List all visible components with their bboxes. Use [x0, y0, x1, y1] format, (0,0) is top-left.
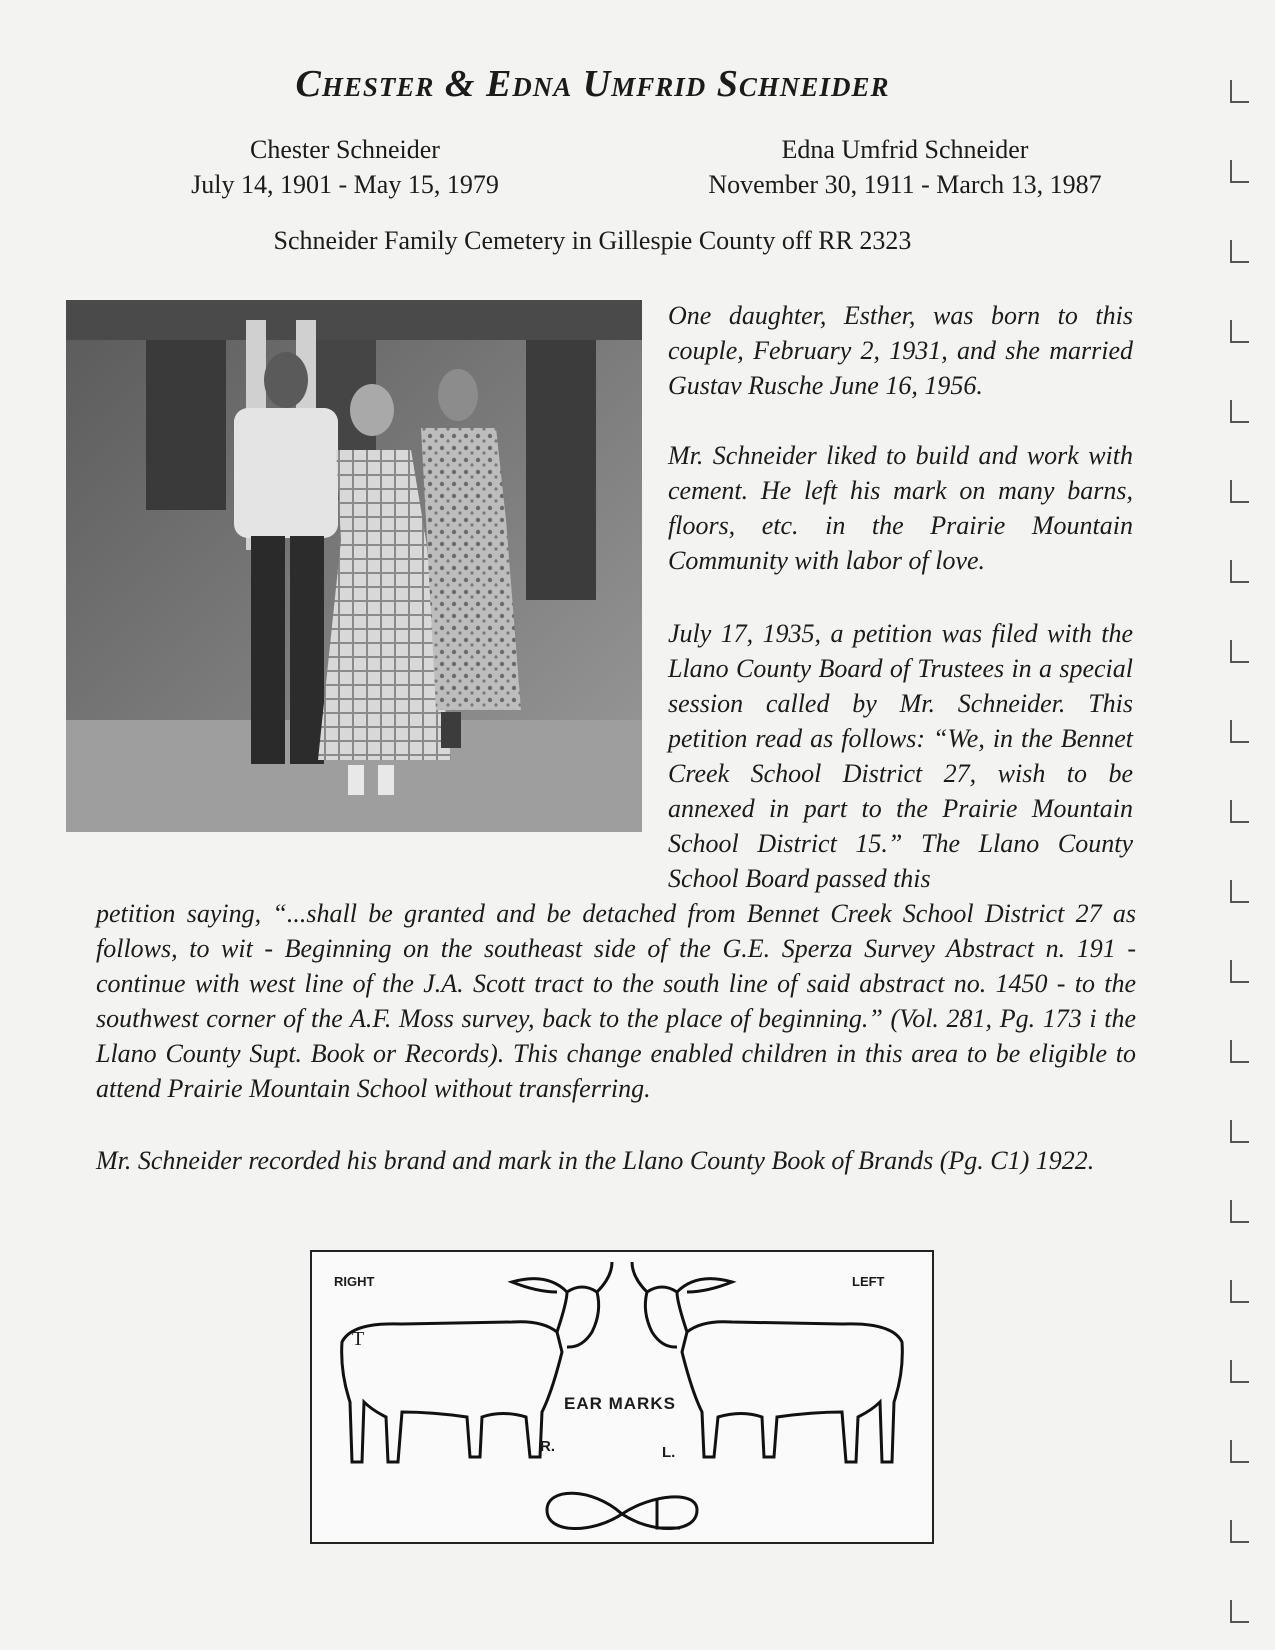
person-edna	[680, 132, 1130, 202]
brand-letter: T	[352, 1328, 365, 1350]
person-chester	[165, 132, 525, 202]
story-petition-intro: July 17, 1935, a petition was filed with the Llano County Board of Trustees in a special session called by Mr. Schneider. This petition read as follows: “We, in the Bennet Creek School District 27, wish to be annexed in part to the Prairie Mountain School District 15.” The Llano County School Board passed this	[668, 619, 1133, 893]
binding-tick	[1231, 1040, 1249, 1062]
person-dates: July 14, 1901 - May 15, 1979	[191, 170, 499, 199]
photo-illustration	[66, 300, 642, 832]
binding-tick	[1231, 960, 1249, 982]
family-photo	[66, 300, 642, 832]
story-brand-record: Mr. Schneider recorded his brand and mark in the Llano County Book of Brands (Pg. C1) 1922.	[96, 1146, 1095, 1175]
binding-tick	[1231, 1280, 1249, 1302]
binding-tick	[1231, 240, 1249, 262]
binding-tick	[1231, 560, 1249, 582]
right-ear-label: R.	[540, 1438, 555, 1455]
binding-tick	[1231, 1520, 1249, 1542]
binding-tick	[1231, 1360, 1249, 1382]
binding-tick	[1231, 320, 1249, 342]
binding-tick	[1231, 720, 1249, 742]
binding-tick	[1231, 1440, 1249, 1462]
binding-tick	[1231, 1120, 1249, 1142]
ear-marks-diagram	[310, 1250, 934, 1544]
story-daughter: One daughter, Esther, was born to this couple, February 2, 1931, and she married Gustav Rusche June 16, 1956.	[668, 301, 1133, 400]
story-petition-text: petition saying, “...shall be granted and be detached from Bennet Creek School District 27 as follows, to wit - Beginning on the southeast side of the G.E. Sperza Survey Abstract n. 191 - continue with west line of the J.A. Scott tract to the south line of said abstract no. 1450 - to the southwest corner of the A.F. Moss survey, back to the place of beginning.” (Vol. 281, Pg. 173 i the Llano County Supt. Book or Records). This change enabled children in this area to be eligible to attend Prairie Mountain School without transferring.	[96, 899, 1136, 1103]
binding-tick	[1231, 480, 1249, 502]
cemetery-location: Schneider Family Cemetery in Gillespie County off RR 2323	[273, 226, 912, 255]
person-dates: November 30, 1911 - March 13, 1987	[708, 170, 1102, 199]
story-cement-work: Mr. Schneider liked to build and work with cement. He left his mark on many barns, floors, etc. in the Prairie Mountain Community with labor of love.	[668, 441, 1133, 575]
binding-tick	[1231, 880, 1249, 902]
person-name: Edna Umfrid Schneider	[781, 135, 1029, 164]
page-title: Chester & Edna Umfrid Schneider	[295, 63, 890, 105]
binding-tick	[1231, 400, 1249, 422]
binding-tick	[1231, 640, 1249, 662]
left-ear-label: L.	[662, 1444, 676, 1461]
left-side-label: LEFT	[852, 1274, 885, 1289]
ear-marks-title: EAR MARKS	[564, 1394, 676, 1413]
right-side-label: RIGHT	[334, 1274, 375, 1289]
binding-marks	[1205, 0, 1275, 1650]
binding-tick	[1231, 80, 1249, 102]
binding-tick	[1231, 1600, 1249, 1622]
person-name: Chester Schneider	[250, 135, 440, 164]
binding-tick	[1231, 800, 1249, 822]
binding-tick	[1231, 1200, 1249, 1222]
binding-tick	[1231, 160, 1249, 182]
